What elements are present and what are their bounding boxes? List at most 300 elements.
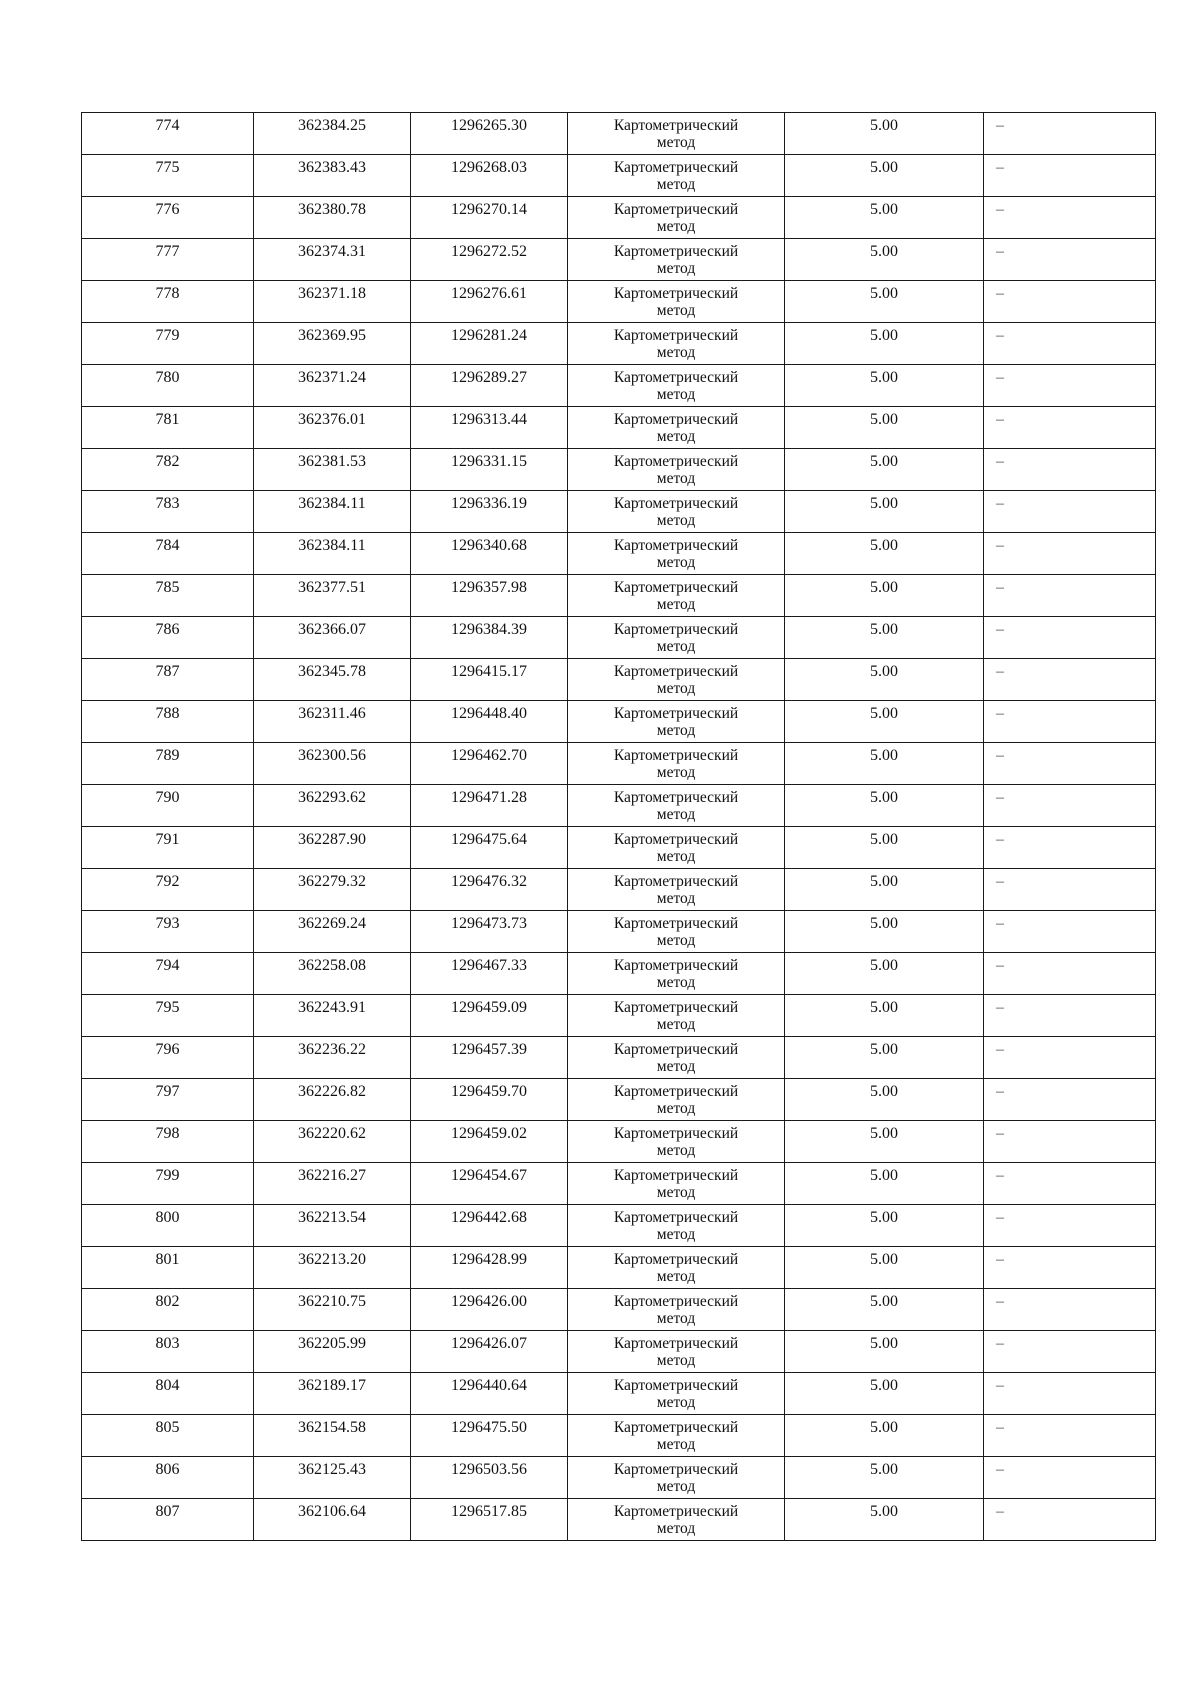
y-coordinate-cell: 1296440.64 [411,1373,568,1415]
method-line-1: Картометрический [613,1083,739,1100]
method-cell [568,575,785,617]
method-cell [568,911,785,953]
note-cell: – [984,617,1156,659]
note-cell: – [984,1121,1156,1163]
accuracy-cell: 5.00 [785,1037,984,1079]
x-coordinate-cell: 362279.32 [254,869,411,911]
method-line-1: Картометрический [613,285,739,302]
accuracy-cell: 5.00 [785,953,984,995]
table-row [82,827,1156,869]
note-cell: – [984,533,1156,575]
method-cell [568,197,785,239]
point-number-cell: 787 [82,659,254,701]
method-line-1: Картометрический [613,579,739,596]
point-number-cell: 805 [82,1415,254,1457]
y-coordinate-cell: 1296281.24 [411,323,568,365]
y-coordinate-cell: 1296471.28 [411,785,568,827]
method-line-2: метод [656,680,696,697]
point-number-cell: 774 [82,113,254,155]
y-coordinate-cell: 1296340.68 [411,533,568,575]
x-coordinate-cell: 362384.25 [254,113,411,155]
method-line-1: Картометрический [613,369,739,386]
method-cell [568,1331,785,1373]
method-cell [568,1163,785,1205]
method-line-1: Картометрический [613,495,739,512]
point-number-cell: 778 [82,281,254,323]
method-cell [568,155,785,197]
table-row [82,113,1156,155]
point-number-cell: 797 [82,1079,254,1121]
accuracy-cell: 5.00 [785,743,984,785]
note-cell: – [984,1457,1156,1499]
method-line-1: Картометрический [613,1041,739,1058]
method-line-1: Картометрический [613,1461,739,1478]
note-cell: – [984,281,1156,323]
y-coordinate-cell: 1296454.67 [411,1163,568,1205]
method-line-2: метод [656,512,696,529]
x-coordinate-cell: 362226.82 [254,1079,411,1121]
accuracy-cell: 5.00 [785,995,984,1037]
method-line-1: Картометрический [613,957,739,974]
accuracy-cell: 5.00 [785,239,984,281]
y-coordinate-cell: 1296475.64 [411,827,568,869]
method-line-2: метод [656,1226,696,1243]
method-line-1: Картометрический [613,831,739,848]
method-cell [568,785,785,827]
note-cell: – [984,449,1156,491]
y-coordinate-cell: 1296270.14 [411,197,568,239]
method-cell [568,1457,785,1499]
note-cell: – [984,953,1156,995]
note-cell: – [984,365,1156,407]
accuracy-cell: 5.00 [785,701,984,743]
method-cell [568,1121,785,1163]
accuracy-cell: 5.00 [785,911,984,953]
x-coordinate-cell: 362371.18 [254,281,411,323]
note-cell: – [984,113,1156,155]
method-line-2: метод [656,134,696,151]
method-line-2: метод [656,1184,696,1201]
accuracy-cell: 5.00 [785,155,984,197]
method-line-1: Картометрический [613,1377,739,1394]
accuracy-cell: 5.00 [785,1079,984,1121]
x-coordinate-cell: 362106.64 [254,1499,411,1541]
x-coordinate-cell: 362220.62 [254,1121,411,1163]
x-coordinate-cell: 362213.54 [254,1205,411,1247]
method-line-1: Картометрический [613,117,739,134]
table-row [82,701,1156,743]
table-row [82,1373,1156,1415]
table-row [82,1415,1156,1457]
point-number-cell: 780 [82,365,254,407]
x-coordinate-cell: 362189.17 [254,1373,411,1415]
method-line-1: Картометрический [613,1293,739,1310]
method-line-1: Картометрический [613,453,739,470]
point-number-cell: 799 [82,1163,254,1205]
note-cell: – [984,659,1156,701]
note-cell: – [984,827,1156,869]
method-line-1: Картометрический [613,873,739,890]
method-line-1: Картометрический [613,1503,739,1520]
method-cell [568,491,785,533]
accuracy-cell: 5.00 [785,1457,984,1499]
table-row [82,869,1156,911]
method-cell [568,449,785,491]
note-cell: – [984,701,1156,743]
note-cell: – [984,869,1156,911]
y-coordinate-cell: 1296276.61 [411,281,568,323]
point-number-cell: 785 [82,575,254,617]
method-cell [568,365,785,407]
table-row [82,323,1156,365]
note-cell: – [984,995,1156,1037]
note-cell: – [984,323,1156,365]
point-number-cell: 800 [82,1205,254,1247]
note-cell: – [984,239,1156,281]
y-coordinate-cell: 1296426.00 [411,1289,568,1331]
y-coordinate-cell: 1296457.39 [411,1037,568,1079]
point-number-cell: 795 [82,995,254,1037]
note-cell: – [984,1415,1156,1457]
point-number-cell: 777 [82,239,254,281]
method-line-2: метод [656,596,696,613]
table-row [82,617,1156,659]
x-coordinate-cell: 362380.78 [254,197,411,239]
method-cell [568,281,785,323]
table-row [82,365,1156,407]
x-coordinate-cell: 362125.43 [254,1457,411,1499]
y-coordinate-cell: 1296289.27 [411,365,568,407]
table-row [82,239,1156,281]
method-line-1: Картометрический [613,159,739,176]
point-number-cell: 806 [82,1457,254,1499]
y-coordinate-cell: 1296459.70 [411,1079,568,1121]
point-number-cell: 794 [82,953,254,995]
point-number-cell: 781 [82,407,254,449]
table-row [82,1079,1156,1121]
x-coordinate-cell: 362374.31 [254,239,411,281]
method-cell [568,323,785,365]
method-line-2: метод [656,386,696,403]
accuracy-cell: 5.00 [785,617,984,659]
point-number-cell: 792 [82,869,254,911]
accuracy-cell: 5.00 [785,1499,984,1541]
x-coordinate-cell: 362383.43 [254,155,411,197]
method-line-1: Картометрический [613,1209,739,1226]
table-row [82,1163,1156,1205]
table-row [82,1289,1156,1331]
method-line-1: Картометрический [613,537,739,554]
x-coordinate-cell: 362210.75 [254,1289,411,1331]
method-cell [568,827,785,869]
method-cell [568,1499,785,1541]
method-cell [568,239,785,281]
accuracy-cell: 5.00 [785,1289,984,1331]
table-row [82,785,1156,827]
method-cell [568,1289,785,1331]
method-cell [568,701,785,743]
x-coordinate-cell: 362376.01 [254,407,411,449]
method-line-2: метод [656,1310,696,1327]
point-number-cell: 783 [82,491,254,533]
method-line-1: Картометрический [613,327,739,344]
note-cell: – [984,1037,1156,1079]
point-number-cell: 779 [82,323,254,365]
point-number-cell: 801 [82,1247,254,1289]
table-row [82,659,1156,701]
accuracy-cell: 5.00 [785,323,984,365]
method-line-1: Картометрический [613,705,739,722]
table-row [82,1331,1156,1373]
method-line-1: Картометрический [613,1167,739,1184]
method-line-2: метод [656,176,696,193]
point-number-cell: 793 [82,911,254,953]
method-cell [568,617,785,659]
point-number-cell: 802 [82,1289,254,1331]
y-coordinate-cell: 1296473.73 [411,911,568,953]
point-number-cell: 804 [82,1373,254,1415]
method-line-1: Картометрический [613,789,739,806]
y-coordinate-cell: 1296517.85 [411,1499,568,1541]
y-coordinate-cell: 1296268.03 [411,155,568,197]
x-coordinate-cell: 362287.90 [254,827,411,869]
table-row [82,743,1156,785]
point-number-cell: 796 [82,1037,254,1079]
note-cell: – [984,911,1156,953]
table-row [82,1205,1156,1247]
method-line-2: метод [656,1142,696,1159]
accuracy-cell: 5.00 [785,575,984,617]
point-number-cell: 791 [82,827,254,869]
method-cell [568,407,785,449]
method-line-1: Картометрический [613,1419,739,1436]
y-coordinate-cell: 1296415.17 [411,659,568,701]
method-cell [568,995,785,1037]
accuracy-cell: 5.00 [785,659,984,701]
note-cell: – [984,491,1156,533]
accuracy-cell: 5.00 [785,491,984,533]
y-coordinate-cell: 1296357.98 [411,575,568,617]
method-cell [568,1037,785,1079]
x-coordinate-cell: 362258.08 [254,953,411,995]
method-line-2: метод [656,260,696,277]
point-number-cell: 807 [82,1499,254,1541]
method-line-2: метод [656,1436,696,1453]
note-cell: – [984,1205,1156,1247]
table-row [82,995,1156,1037]
method-cell [568,1415,785,1457]
method-line-2: метод [656,974,696,991]
method-line-2: метод [656,848,696,865]
x-coordinate-cell: 362243.91 [254,995,411,1037]
y-coordinate-cell: 1296448.40 [411,701,568,743]
y-coordinate-cell: 1296459.02 [411,1121,568,1163]
table-row [82,281,1156,323]
note-cell: – [984,155,1156,197]
method-cell [568,953,785,995]
x-coordinate-cell: 362205.99 [254,1331,411,1373]
table-row [82,407,1156,449]
point-number-cell: 775 [82,155,254,197]
method-line-1: Картометрический [613,747,739,764]
note-cell: – [984,1163,1156,1205]
accuracy-cell: 5.00 [785,1247,984,1289]
accuracy-cell: 5.00 [785,365,984,407]
y-coordinate-cell: 1296503.56 [411,1457,568,1499]
x-coordinate-cell: 362216.27 [254,1163,411,1205]
point-number-cell: 788 [82,701,254,743]
point-number-cell: 803 [82,1331,254,1373]
coordinates-table [81,112,1156,1541]
y-coordinate-cell: 1296384.39 [411,617,568,659]
method-line-2: метод [656,1058,696,1075]
accuracy-cell: 5.00 [785,533,984,575]
y-coordinate-cell: 1296313.44 [411,407,568,449]
note-cell: – [984,1247,1156,1289]
table-row [82,1037,1156,1079]
accuracy-cell: 5.00 [785,1163,984,1205]
method-cell [568,113,785,155]
note-cell: – [984,1373,1156,1415]
y-coordinate-cell: 1296426.07 [411,1331,568,1373]
method-line-2: метод [656,1394,696,1411]
note-cell: – [984,575,1156,617]
x-coordinate-cell: 362369.95 [254,323,411,365]
method-cell [568,1205,785,1247]
note-cell: – [984,1079,1156,1121]
table-row [82,197,1156,239]
note-cell: – [984,1331,1156,1373]
table-row [82,533,1156,575]
x-coordinate-cell: 362236.22 [254,1037,411,1079]
method-line-2: метод [656,428,696,445]
table-row [82,1457,1156,1499]
table-row [82,1121,1156,1163]
method-line-2: метод [656,218,696,235]
method-line-2: метод [656,1268,696,1285]
method-cell [568,1373,785,1415]
note-cell: – [984,1289,1156,1331]
accuracy-cell: 5.00 [785,827,984,869]
accuracy-cell: 5.00 [785,281,984,323]
point-number-cell: 790 [82,785,254,827]
y-coordinate-cell: 1296272.52 [411,239,568,281]
accuracy-cell: 5.00 [785,1331,984,1373]
method-line-1: Картометрический [613,1335,739,1352]
method-cell [568,1247,785,1289]
table-body [82,113,1156,1541]
x-coordinate-cell: 362366.07 [254,617,411,659]
method-line-1: Картометрический [613,1251,739,1268]
y-coordinate-cell: 1296265.30 [411,113,568,155]
x-coordinate-cell: 362371.24 [254,365,411,407]
method-cell [568,533,785,575]
accuracy-cell: 5.00 [785,1121,984,1163]
x-coordinate-cell: 362384.11 [254,491,411,533]
point-number-cell: 798 [82,1121,254,1163]
y-coordinate-cell: 1296336.19 [411,491,568,533]
point-number-cell: 776 [82,197,254,239]
x-coordinate-cell: 362154.58 [254,1415,411,1457]
accuracy-cell: 5.00 [785,449,984,491]
point-number-cell: 782 [82,449,254,491]
table-row [82,1499,1156,1541]
method-line-2: метод [656,1352,696,1369]
accuracy-cell: 5.00 [785,1373,984,1415]
y-coordinate-cell: 1296467.33 [411,953,568,995]
point-number-cell: 789 [82,743,254,785]
table-row [82,491,1156,533]
x-coordinate-cell: 362381.53 [254,449,411,491]
x-coordinate-cell: 362300.56 [254,743,411,785]
accuracy-cell: 5.00 [785,785,984,827]
method-line-1: Картометрический [613,999,739,1016]
method-line-2: метод [656,806,696,823]
note-cell: – [984,743,1156,785]
note-cell: – [984,197,1156,239]
y-coordinate-cell: 1296331.15 [411,449,568,491]
accuracy-cell: 5.00 [785,1205,984,1247]
y-coordinate-cell: 1296476.32 [411,869,568,911]
point-number-cell: 784 [82,533,254,575]
method-line-2: метод [656,638,696,655]
x-coordinate-cell: 362384.11 [254,533,411,575]
table-row [82,155,1156,197]
table-row [82,1247,1156,1289]
x-coordinate-cell: 362345.78 [254,659,411,701]
point-number-cell: 786 [82,617,254,659]
method-line-2: метод [656,890,696,907]
method-line-1: Картометрический [613,663,739,680]
method-line-1: Картометрический [613,1125,739,1142]
method-line-2: метод [656,470,696,487]
table-row [82,911,1156,953]
method-line-1: Картометрический [613,411,739,428]
accuracy-cell: 5.00 [785,113,984,155]
x-coordinate-cell: 362311.46 [254,701,411,743]
method-line-2: метод [656,344,696,361]
x-coordinate-cell: 362293.62 [254,785,411,827]
method-line-2: метод [656,932,696,949]
method-line-2: метод [656,764,696,781]
y-coordinate-cell: 1296428.99 [411,1247,568,1289]
y-coordinate-cell: 1296475.50 [411,1415,568,1457]
x-coordinate-cell: 362213.20 [254,1247,411,1289]
method-cell [568,1079,785,1121]
y-coordinate-cell: 1296459.09 [411,995,568,1037]
method-line-1: Картометрический [613,243,739,260]
method-line-2: метод [656,554,696,571]
method-line-1: Картометрический [613,621,739,638]
note-cell: – [984,407,1156,449]
method-line-2: метод [656,1520,696,1537]
method-cell [568,869,785,911]
y-coordinate-cell: 1296442.68 [411,1205,568,1247]
method-line-2: метод [656,302,696,319]
table-row [82,449,1156,491]
method-line-1: Картометрический [613,201,739,218]
accuracy-cell: 5.00 [785,869,984,911]
table-row [82,575,1156,617]
table-row [82,953,1156,995]
accuracy-cell: 5.00 [785,1415,984,1457]
x-coordinate-cell: 362377.51 [254,575,411,617]
accuracy-cell: 5.00 [785,197,984,239]
method-line-2: метод [656,722,696,739]
method-line-2: метод [656,1100,696,1117]
note-cell: – [984,1499,1156,1541]
y-coordinate-cell: 1296462.70 [411,743,568,785]
